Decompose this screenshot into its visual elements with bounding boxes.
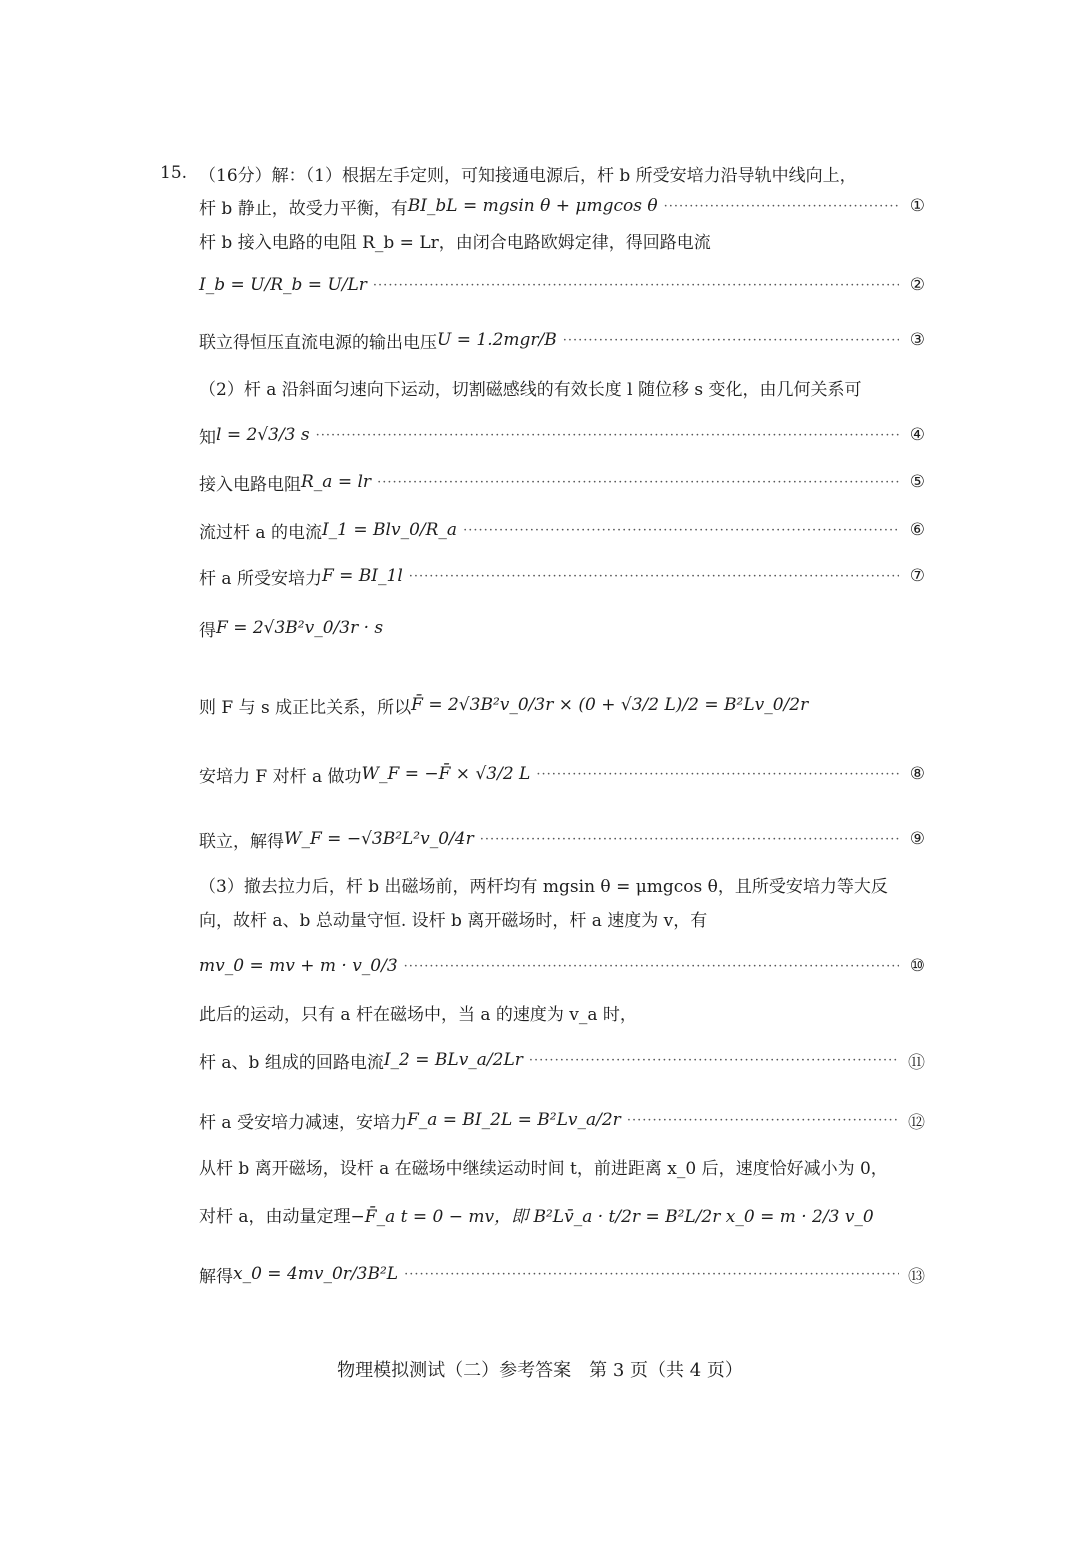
line-text: 联立，解得 — [199, 831, 284, 852]
line-text: 向，故杆 a、b 总动量守恒. 设杆 b 离开磁场时，杆 a 速度为 v，有 — [199, 910, 708, 931]
line-text: 杆 a 受安培力减速，安培力 — [199, 1112, 407, 1133]
line-formula: F_a = BI_2L = B²Lv_a/2r — [406, 1110, 621, 1130]
line-text: 知 — [199, 427, 216, 448]
line-formula: I_2 = BLv_a/2Lr — [383, 1050, 523, 1070]
leader-dots — [463, 523, 899, 538]
line-text: 解得 — [199, 1266, 233, 1287]
leader-dots — [563, 333, 899, 348]
line-text: 则 F 与 s 成正比关系，所以 — [199, 697, 412, 718]
line-text: 杆 b 静止，故受力平衡，有 — [199, 198, 408, 219]
equation-mark: ⑨ — [909, 829, 925, 849]
leader-dots — [409, 569, 899, 584]
question-header — [160, 160, 925, 186]
line-formula: F̄ = 2√3B²v_0/3r × (0 + √3/2 L)/2 = B²Lv_0/2r — [411, 695, 809, 715]
answer-line-9 — [199, 562, 925, 590]
leader-dots — [536, 767, 899, 782]
line-formula: F = BI_1l — [321, 566, 403, 586]
line-formula: R_a = lr — [301, 472, 372, 492]
page-footer: 物理模拟测试（二）参考答案 第 3 页（共 4 页） — [337, 1360, 743, 1381]
equation-mark: ⑬ — [908, 1266, 925, 1287]
answer-line-11 — [199, 670, 925, 740]
line-text: 杆 a、b 组成的回路电流 — [199, 1052, 384, 1073]
equation-mark: ③ — [909, 330, 925, 350]
equation-mark: ⑪ — [908, 1052, 925, 1073]
answer-line-17 — [199, 999, 925, 1025]
answer-line-12 — [199, 750, 925, 798]
answer-line-4 — [199, 318, 925, 362]
leader-dots — [316, 428, 899, 443]
equation-mark: ⑫ — [908, 1112, 925, 1133]
equation-mark: ⑧ — [909, 764, 925, 784]
line-text: （3）撤去拉力后，杆 b 出磁场前，两杆均有 mgsin θ = μmgcos θ，且所受安培力等大反 — [199, 876, 888, 897]
leader-dots — [373, 278, 899, 293]
line-text: 接入电路电阻 — [199, 474, 301, 495]
answer-line-6 — [199, 413, 925, 457]
equation-mark: ⑤ — [909, 472, 925, 492]
equation-mark: ① — [909, 196, 925, 216]
answer-line-3 — [199, 263, 925, 307]
answer-line-16 — [199, 946, 925, 986]
equation-mark: ⑩ — [909, 956, 925, 976]
answer-line-13 — [199, 815, 925, 863]
line-text: 对杆 a，由动量定理 — [199, 1206, 351, 1227]
line-formula: W_F = −√3B²L²v_0/4r — [284, 829, 474, 849]
question-number: 15. — [160, 163, 188, 183]
line-formula: −F̄_a t = 0 − mv，即 B²Lv̄_a · t/2r = B²L/2r x_0 = m · 2/3 v_0 — [350, 1206, 874, 1227]
line-formula: I_b = U/R_b = U/Lr — [199, 275, 367, 295]
line-text: （2）杆 a 沿斜面匀速向下运动，切割磁感线的有效长度 l 随位移 s 变化，由几何关系可 — [199, 379, 862, 400]
answer-line-19 — [199, 1096, 925, 1144]
line-formula: W_F = −F̄ × √3/2 L — [361, 764, 531, 784]
answer-line-22 — [199, 1250, 925, 1298]
equation-mark: ⑥ — [909, 520, 925, 540]
line-formula: F = 2√3B²v_0/3r · s — [216, 618, 384, 638]
line-formula: U = 1.2mgr/B — [437, 330, 557, 350]
line-text: 从杆 b 离开磁场，设杆 a 在磁场中继续运动时间 t，前进距离 x_0 后，速度恰好减小为 0， — [199, 1158, 888, 1179]
answer-line-10 — [199, 604, 925, 652]
answer-line-18 — [199, 1036, 925, 1084]
leader-dots — [480, 832, 899, 847]
leader-dots — [404, 959, 899, 974]
line-text: 此后的运动，只有 a 杆在磁场中，当 a 的速度为 v_a 时， — [199, 1004, 637, 1025]
line-formula: x_0 = 4mv_0r/3B²L — [233, 1264, 399, 1284]
equation-mark: ④ — [909, 425, 925, 445]
line-text: 得 — [199, 620, 216, 641]
line-text: 杆 b 接入电路的电阻 R_b = Lr，由闭合电路欧姆定律，得回路电流 — [199, 232, 711, 253]
line-text: 联立得恒压直流电源的输出电压 — [199, 332, 437, 353]
answer-line-20 — [199, 1153, 925, 1179]
line-formula: mv_0 = mv + m · v_0/3 — [199, 956, 398, 976]
leader-dots — [404, 1267, 899, 1282]
answer-line-5 — [199, 374, 925, 400]
line-text: 杆 a 所受安培力 — [199, 568, 322, 589]
line-formula: I_1 = Blv_0/R_a — [321, 520, 458, 540]
answer-line-8 — [199, 508, 925, 552]
answer-line-2 — [199, 227, 925, 253]
answer-line-7 — [199, 468, 925, 496]
leader-dots — [627, 1113, 899, 1128]
answer-line-21 — [199, 1190, 925, 1238]
leader-dots — [529, 1053, 899, 1068]
answer-line-15 — [199, 905, 925, 931]
leader-dots — [664, 199, 899, 214]
leader-dots — [377, 475, 899, 490]
line-formula: BI_bL = mgsin θ + μmgcos θ — [407, 196, 658, 216]
equation-mark: ② — [909, 275, 925, 295]
question-intro: （16分）解：（1）根据左手定则，可知接通电源后，杆 b 所受安培力沿导轨中线向上， — [199, 165, 857, 186]
answer-line-1 — [199, 193, 925, 219]
line-text: 安培力 F 对杆 a 做功 — [199, 766, 362, 787]
answer-line-14 — [199, 871, 925, 897]
line-formula: l = 2√3/3 s — [216, 425, 310, 445]
line-text: 流过杆 a 的电流 — [199, 522, 322, 543]
equation-mark: ⑦ — [909, 566, 925, 586]
